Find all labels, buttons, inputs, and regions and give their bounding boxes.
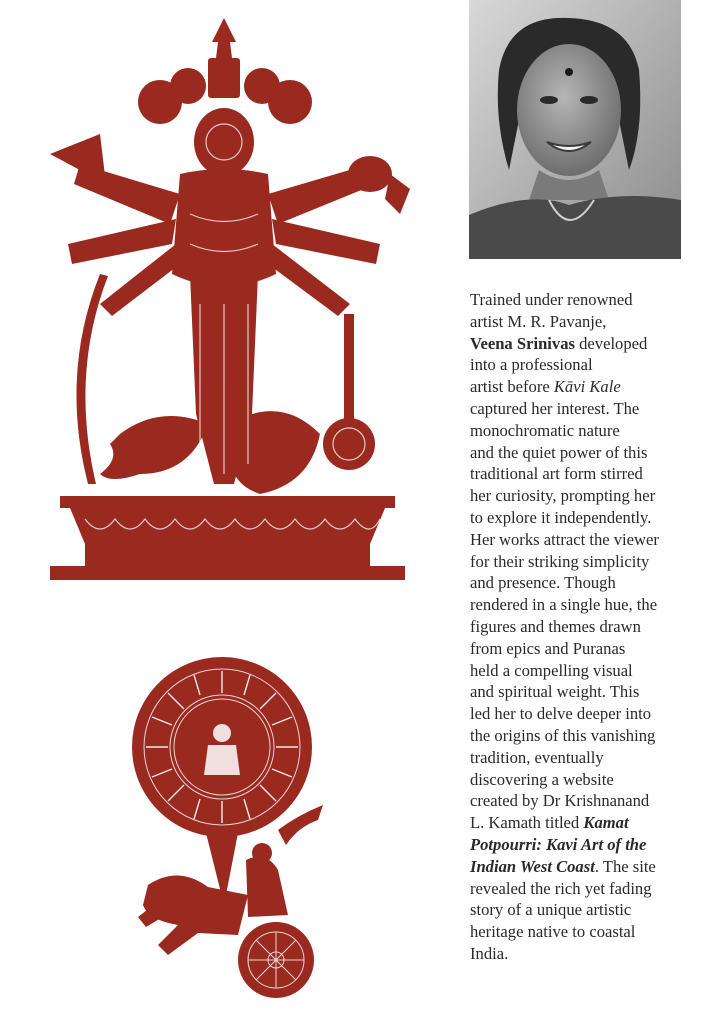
text-line [470, 681, 710, 703]
text-line [470, 899, 710, 921]
text-run: into a professional [470, 355, 593, 375]
text-run: discovering a website [470, 769, 614, 789]
text-run: and presence. Though [470, 573, 616, 593]
deity-artwork [40, 14, 415, 589]
text-run: L. Kamath titled [470, 813, 584, 833]
text-run: from epics and Puranas [470, 638, 626, 658]
emphasis-text: Veena Srinivas [470, 333, 575, 353]
text-run: led her to delve deeper into [470, 704, 652, 724]
text-line [470, 463, 710, 485]
text-line [470, 660, 710, 682]
text-line [470, 790, 710, 812]
text-run: captured her interest. The [470, 398, 640, 418]
sun-chariot-artwork [128, 655, 326, 1010]
text-line [470, 572, 710, 594]
text-line [470, 703, 710, 725]
text-run: revealed the rich yet fading [470, 878, 652, 898]
text-run: developed [574, 333, 648, 353]
text-run: to explore it independently. [470, 507, 652, 527]
text-line [470, 769, 710, 791]
text-line [470, 551, 710, 573]
text-run: for their striking simplicity [470, 551, 650, 571]
emphasis-text: Kāvi Kale [553, 377, 621, 397]
text-run: and spiritual weight. This [470, 682, 640, 702]
text-run: held a compelling visual [470, 660, 633, 680]
text-line [470, 376, 710, 398]
text-line [470, 507, 710, 529]
text-run: artist before [470, 377, 554, 397]
emphasis-text: Potpourri: Kavi Art of the [470, 834, 647, 854]
text-line [470, 878, 710, 900]
text-run: artist M. R. Pavanje, [470, 311, 607, 331]
text-line [470, 725, 710, 747]
text-run: Her works attract the viewer [470, 529, 659, 549]
text-line [470, 333, 710, 355]
text-run: monochromatic nature [470, 420, 620, 440]
text-line [470, 594, 710, 616]
text-run: India. [470, 943, 509, 963]
emphasis-text: Kamat [583, 813, 629, 833]
text-line [470, 398, 710, 420]
text-run: the origins of this vanishing [470, 725, 656, 745]
text-run: her curiosity, prompting her [470, 486, 656, 506]
text-run: heritage native to coastal [470, 922, 636, 942]
text-line [470, 354, 710, 376]
text-line [470, 638, 710, 660]
article-text [470, 289, 710, 965]
text-run: tradition, eventually [470, 747, 604, 767]
text-line [470, 616, 710, 638]
text-run: and the quiet power of this [470, 442, 648, 462]
text-run: rendered in a single hue, the [470, 595, 658, 615]
text-run: Trained under renowned [470, 290, 633, 309]
text-line [470, 921, 710, 943]
text-run: created by Dr Krishnanand [470, 791, 650, 811]
text-line [470, 289, 710, 311]
text-line [470, 529, 710, 551]
text-line [470, 420, 710, 442]
emphasis-text: Indian West Coast [470, 856, 595, 876]
text-run: traditional art form stirred [470, 464, 643, 484]
text-line [470, 311, 710, 333]
text-line [470, 442, 710, 464]
text-line [470, 834, 710, 856]
text-run: story of a unique artistic [470, 900, 632, 920]
text-line [470, 812, 710, 834]
text-line [470, 747, 710, 769]
text-line [470, 485, 710, 507]
artist-portrait [469, 0, 681, 259]
text-line [470, 943, 710, 965]
text-run: figures and themes drawn [470, 616, 641, 636]
text-line [470, 856, 710, 878]
text-run: . The site [594, 856, 656, 876]
